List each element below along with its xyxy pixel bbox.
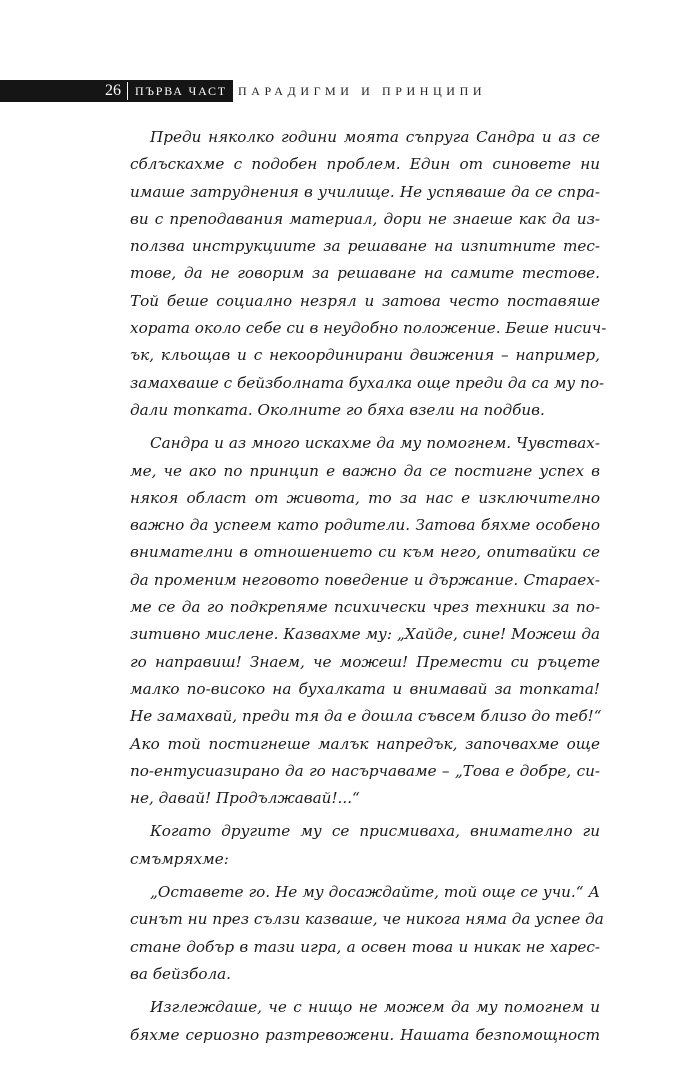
text-line: Преди няколко години моята съпруга Сандра и аз се [150, 128, 600, 146]
header-divider [127, 82, 128, 100]
text-line: ва бейзбола. [130, 964, 232, 983]
text-line: стане добър в тази игра, а освен това и никак не харес- [130, 937, 600, 956]
text-line: да променим неговото поведение и държание. Стараех- [130, 570, 600, 589]
text-line: по-ентусиазирано да го насърчаваме – „Това е добре, си- [130, 761, 600, 780]
text-line: бяхме сериозно разтревожени. Нашата безпомощност [130, 1025, 600, 1044]
text-line: ви с преподавания материал, дори не знаеше как да из- [130, 209, 600, 228]
paragraph [130, 430, 600, 812]
body-text [130, 124, 607, 1049]
text-line: имаше затруднения в училище. Не успяваше да се спра- [130, 182, 600, 201]
text-line: ползва инструкциите за решаване на изпитните тес- [130, 237, 600, 256]
text-line: някоя област от живота, то за нас е изключително [130, 488, 600, 507]
text-line: хората около себе си в неудобно положение. Беше нисич- [130, 319, 607, 338]
text-line: ме се да го подкрепяме психически чрез техники за по- [130, 598, 600, 617]
page-number: 26 [105, 82, 121, 99]
text-line: зитивно мислене. Казвахме му: „Хайде, сине! Можеш да [130, 625, 600, 644]
text-line: Изглеждаше, че с нищо не можем да му помогнем и [150, 998, 600, 1017]
text-line: важно да успеем като родители. Затова бяхме особено [130, 516, 600, 535]
section-title: ПАРАДИГМИ И ПРИНЦИПИ [238, 84, 487, 98]
text-line: сблъскахме с подобен проблем. Един от синовете ни [130, 155, 600, 174]
paragraph [130, 124, 607, 424]
header-black-band [0, 80, 233, 102]
paragraph [130, 879, 604, 988]
text-line: Не замахвай, преди тя да е дошла съвсем близо до теб!“ [130, 707, 602, 726]
part-label: ПЪРВА ЧАСТ [135, 84, 227, 98]
text-line: го направиш! Знаем, че можеш! Премести си ръцете [130, 652, 600, 671]
text-line: Сандра и аз много искахме да му помогнем. Чувствах- [150, 434, 600, 453]
text-line: внимателни в отношението си към него, опитвайки се [130, 543, 600, 562]
text-line: ме, че ако по принцип е важно да се постигне успех в [130, 461, 600, 480]
text-line: дали топката. Околните го бяха взели на подбив. [130, 400, 545, 419]
text-line: малко по-високо на бухалката и внимавай за топката! [130, 679, 600, 698]
text-line: Ако той постигнеше малък напредък, започвахме още [130, 734, 600, 753]
text-line: синът ни през сълзи казваше, че никога няма да успее да [130, 910, 604, 929]
text-line: не, давай! Продължавай!...“ [130, 789, 360, 808]
text-line: Той беше социално незрял и затова често поставяше [130, 291, 600, 310]
paragraph [130, 818, 600, 873]
paragraph [130, 994, 600, 1049]
text-line: замахваше с бейзболната бухалка още преди да са му по- [130, 373, 605, 392]
text-line: ък, кльощав и с некоординирани движения – например, [130, 346, 600, 365]
running-header [0, 80, 700, 102]
text-line: смъмряхме: [130, 849, 229, 868]
text-line: тове, да не говорим за решаване на самите тестове. [130, 264, 600, 283]
text-line: Когато другите му се присмиваха, внимателно ги [150, 822, 600, 841]
text-line: „Оставете го. Не му досаждайте, той още се учи.“ А [150, 883, 600, 902]
